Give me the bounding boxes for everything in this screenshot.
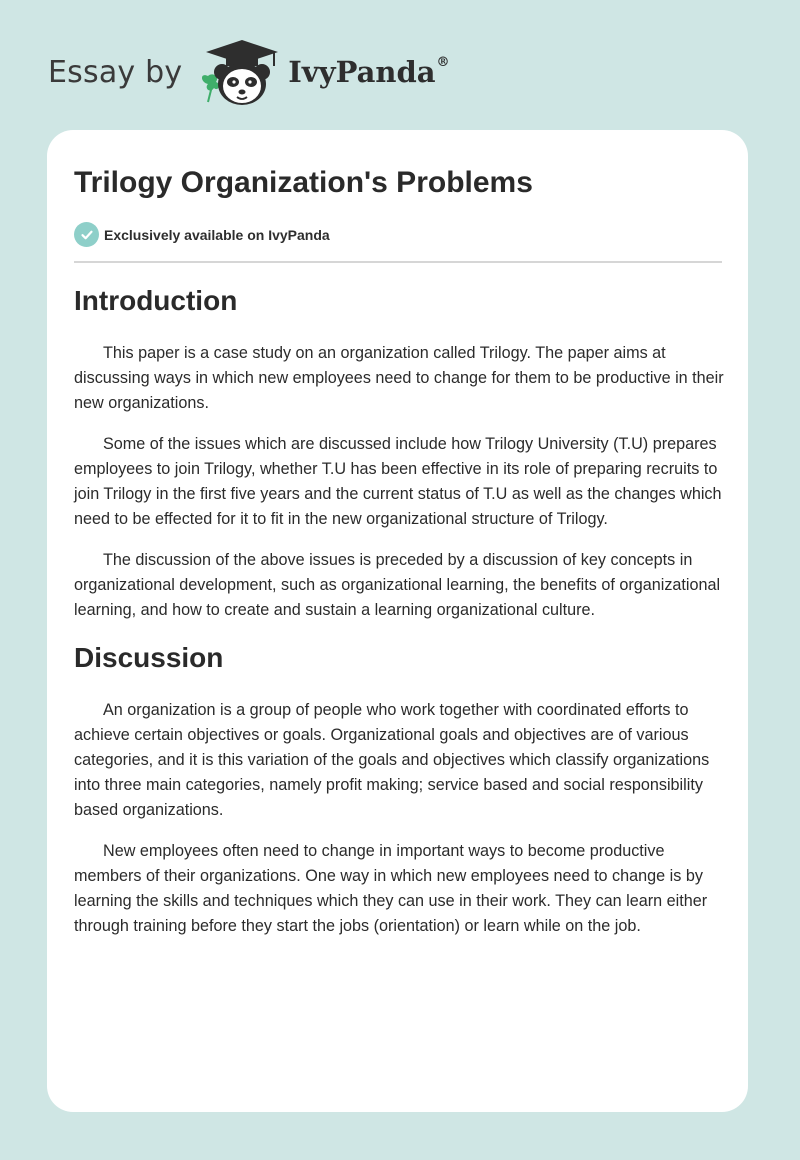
- paragraph: An organization is a group of people who work together with coordinated efforts to achieve certain objectives or goals. Organizational goals and objectives are of various categories, and it is this variation of the goals and objectives which classify organizations into three main categories, namely profit making; service based and social responsibility based organizations.: [74, 701, 710, 819]
- paragraph: New employees often need to change in important ways to become productive members of their organizations. One way in which new employees need to change is by learning the skills and techniques which they can use in their work. They can learn either through training before they start the jobs (orientation) or learn while on the job.: [74, 842, 708, 935]
- section-heading-discussion: Discussion: [74, 642, 224, 673]
- registered-mark: ®: [436, 55, 450, 70]
- paragraph: Some of the issues which are discussed include how Trilogy University (T.U) prepares employees to join Trilogy, whether T.U has been effective in its role of preparing recruits to join Trilogy in the first five years and the current status of T.U as well as the changes which need to be effected for it to fit in the new organizational structure of Trilogy.: [74, 435, 722, 528]
- essay-by-label: Essay by: [48, 54, 183, 90]
- paragraph: The discussion of the above issues is preceded by a discussion of key concepts in organizational development, such as organizational learning, the benefits of organizational learning, and how to create and sustain a learning organizational culture.: [74, 551, 721, 619]
- site-header: [48, 36, 450, 108]
- essay-title: Trilogy Organization's Problems: [74, 166, 533, 199]
- essay-card: [47, 130, 748, 1112]
- paragraph: This paper is a case study on an organization called Trilogy. The paper aims at discussing ways in which new employees need to change for them to be productive in their new organizations.: [74, 344, 724, 412]
- essay-content: [74, 282, 724, 955]
- brand-name-text: IvyPanda: [288, 55, 436, 89]
- panda-logo-icon[interactable]: [196, 36, 286, 108]
- exclusive-badge: [74, 222, 330, 247]
- exclusive-badge-label: Exclusively available on IvyPanda: [104, 226, 330, 243]
- brand-name[interactable]: [288, 55, 449, 89]
- title-divider: [74, 261, 722, 263]
- section-heading-introduction: Introduction: [74, 285, 238, 316]
- check-icon: [74, 222, 99, 247]
